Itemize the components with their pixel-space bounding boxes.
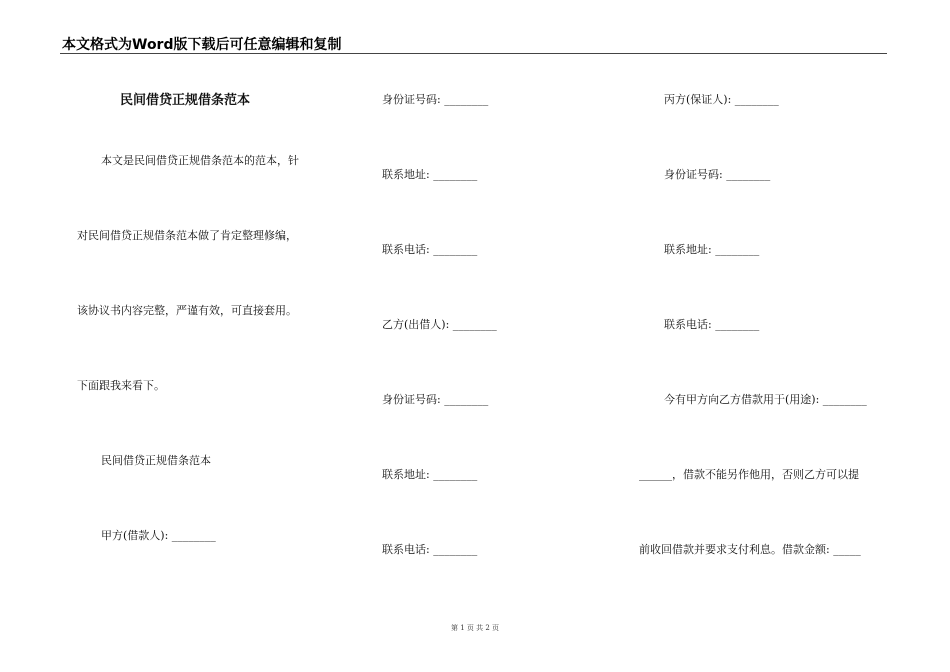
intro-line-3: 该协议书内容完整，严谨有效，可直接套用。 [77, 304, 297, 317]
party-b-address-field: 联系地址: ________ [382, 468, 478, 481]
party-a-phone-field: 联系电话: ________ [382, 243, 478, 256]
page-number: 第 1 页 共 2 页 [450, 624, 500, 632]
party-b-phone-field: 联系电话: ________ [382, 543, 478, 556]
party-c-field: 丙方(保证人): ________ [664, 93, 779, 106]
party-c-address-field: 联系地址: ________ [664, 243, 760, 256]
document-banner: 本文格式为Word版下载后可任意编辑和复制 [62, 37, 342, 53]
loan-purpose-line-1: 今有甲方向乙方借款用于(用途): ________ [664, 393, 867, 406]
party-b-field: 乙方(出借人): ________ [382, 318, 497, 331]
intro-line-1: 本文是民间借贷正规借条范本的范本，针 [101, 154, 299, 167]
party-a-id-field: 身份证号码: ________ [382, 93, 489, 106]
intro-line-4: 下面跟我来看下。 [77, 379, 165, 392]
party-a-address-field: 联系地址: ________ [382, 168, 478, 181]
loan-purpose-line-2: ______，借款不能另作他用，否则乙方可以提 [639, 468, 859, 481]
header-divider [60, 53, 887, 54]
party-c-id-field: 身份证号码: ________ [664, 168, 771, 181]
section-subtitle: 民间借贷正规借条范本 [101, 454, 211, 467]
document-title: 民间借贷正规借条范本 [120, 93, 251, 108]
party-c-phone-field: 联系电话: ________ [664, 318, 760, 331]
party-b-id-field: 身份证号码: ________ [382, 393, 489, 406]
party-a-field: 甲方(借款人): ________ [101, 529, 216, 542]
loan-amount-line: 前收回借款并要求支付利息。借款金额: _____ [639, 543, 861, 556]
intro-line-2: 对民间借贷正规借条范本做了肯定整理修编， [77, 229, 297, 242]
